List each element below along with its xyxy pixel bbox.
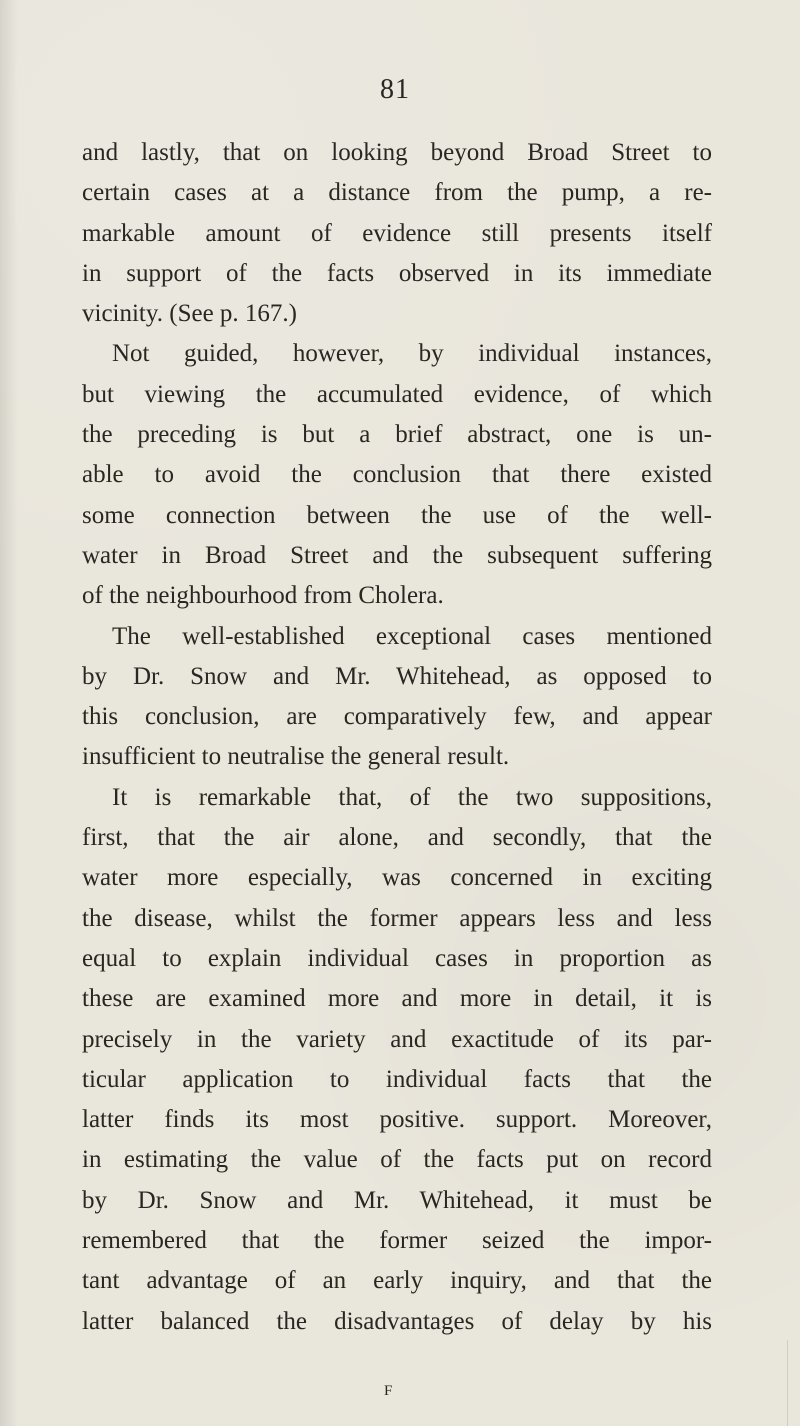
- text-line: some connection between the use of the well-: [82, 501, 712, 529]
- text-line: vicinity. (See p. 167.): [82, 300, 298, 328]
- text-line: water more especially, was concerned in exciting: [82, 864, 712, 892]
- text-line: remembered that the former seized the impor-: [82, 1227, 712, 1255]
- text-line: markable amount of evidence still presents itself: [82, 219, 712, 247]
- body-text: [82, 133, 712, 1342]
- text-line: by Dr. Snow and Mr. Whitehead, it must be: [82, 1186, 712, 1214]
- text-line: precisely in the variety and exactitude of its par-: [82, 1025, 712, 1053]
- text-line: Not guided, however, by individual instances,: [112, 340, 712, 368]
- text-line: latter balanced the disadvantages of delay by his: [82, 1307, 712, 1335]
- text-line: able to avoid the conclusion that there existed: [82, 461, 712, 489]
- text-line: in support of the facts observed in its immediate: [82, 259, 712, 287]
- text-line: these are examined more and more in detail, it is: [82, 985, 712, 1013]
- text-line: by Dr. Snow and Mr. Whitehead, as opposed to: [82, 662, 712, 690]
- text-line: water in Broad Street and the subsequent suffering: [82, 541, 712, 569]
- text-line: ticular application to individual facts that the: [82, 1065, 712, 1093]
- text-line: first, that the air alone, and secondly, that the: [82, 824, 712, 852]
- text-line: and lastly, that on looking beyond Broad Street to: [82, 139, 712, 166]
- text-line: It is remarkable that, of the two suppositions,: [112, 783, 712, 811]
- binding-shadow: [0, 0, 18, 1426]
- text-line: The well-established exceptional cases mentioned: [112, 622, 712, 650]
- text-line: of the neighbourhood from Cholera.: [82, 582, 444, 610]
- text-line: this conclusion, are comparatively few, and appear: [82, 703, 712, 731]
- text-line: but viewing the accumulated evidence, of which: [82, 380, 712, 408]
- text-line: certain cases at a distance from the pump, a re-: [82, 179, 712, 207]
- text-line: the disease, whilst the former appears less and less: [82, 904, 712, 932]
- text-line: equal to explain individual cases in proportion as: [82, 944, 712, 972]
- text-line: in estimating the value of the facts put on record: [82, 1146, 712, 1174]
- signature-mark: F: [384, 1383, 393, 1399]
- page-number: 81: [380, 74, 410, 105]
- page-edge-mark: [787, 1340, 788, 1426]
- text-line: insufficient to neutralise the general result.: [82, 743, 510, 771]
- text-line: latter finds its most positive. support. Moreover,: [82, 1106, 712, 1134]
- text-line: the preceding is but a brief abstract, one is un-: [82, 421, 712, 449]
- text-line: tant advantage of an early inquiry, and that the: [82, 1267, 712, 1295]
